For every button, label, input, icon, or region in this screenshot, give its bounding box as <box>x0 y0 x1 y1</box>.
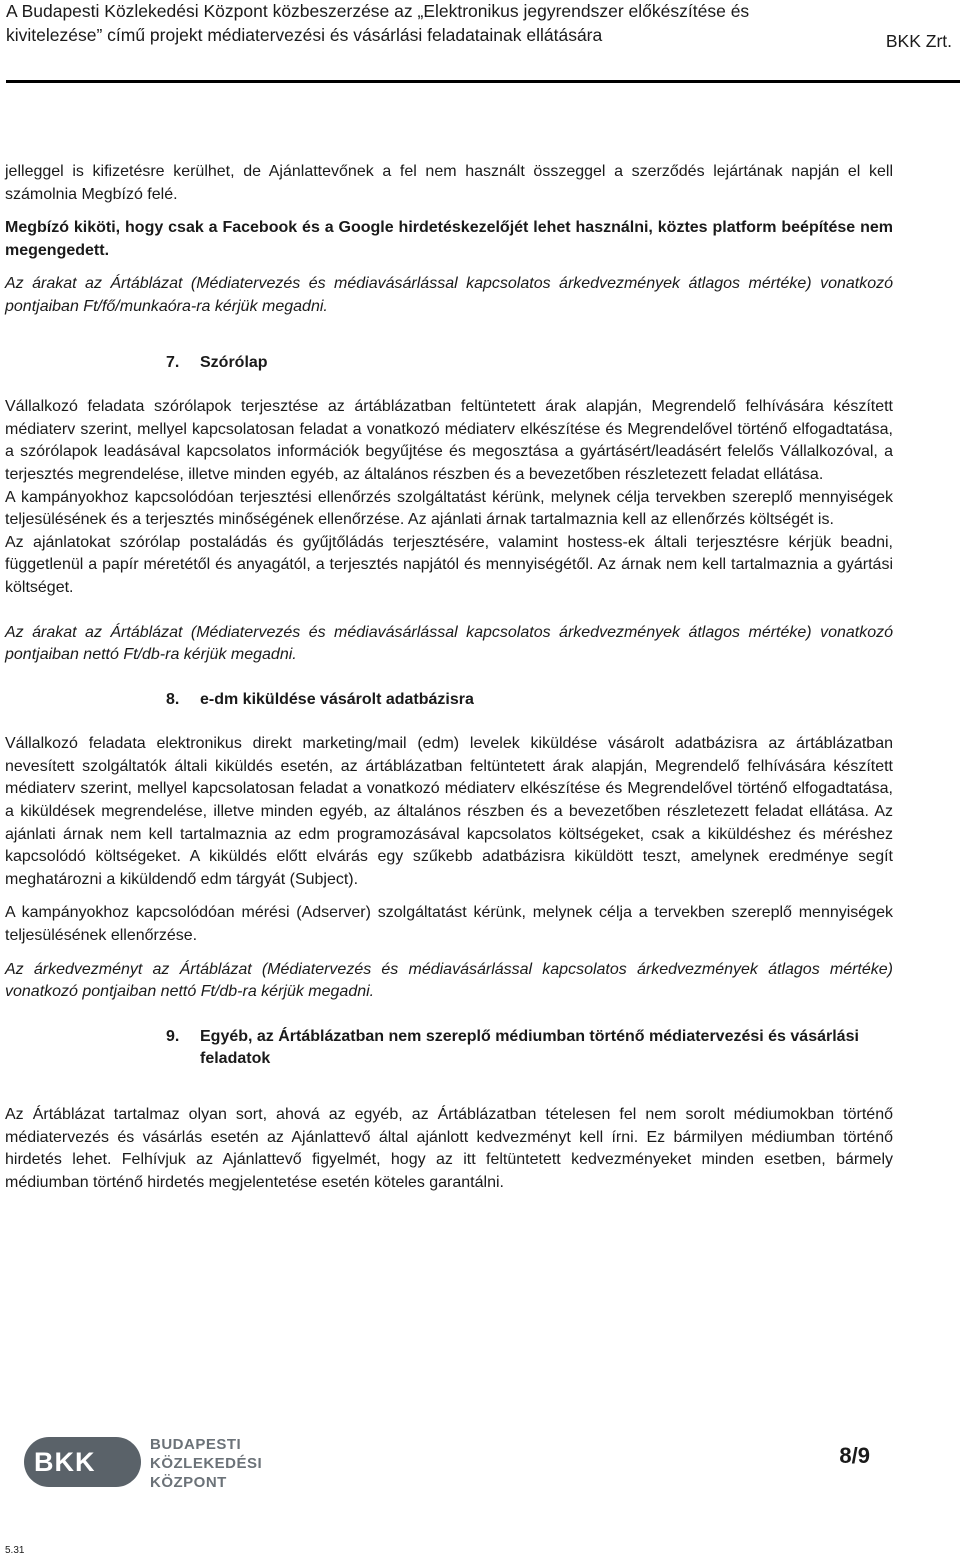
section-number: 9. <box>166 1027 180 1045</box>
section-title: Szórólap <box>200 353 268 371</box>
company-name: BKK Zrt. <box>885 31 952 51</box>
section7-paragraph-3: Az ajánlatokat szórólap postaládás és gyűjtőládás terjesztésére, valamint hostess-ek általi terjesztésre kérjük beadni, függetlenül a papír méretétől és anyagától, a terjesztés napjától és mennyiségétől. Az árnak nem kell tartalmaznia a gyártási költséget. <box>5 533 893 596</box>
section-title: e-dm kiküldése vásárolt adatbázisra <box>200 690 474 708</box>
section8-paragraph-2: A kampányokhoz kapcsolódóan mérési (Adserver) szolgáltatást kérünk, melynek célja a tervekben szereplő mennyiségek teljesülésének ellenőrzése. <box>5 904 893 945</box>
document-body <box>5 161 893 1194</box>
document-title: A Budapesti Közlekedési Központ közbeszerzése az „Elektronikus jegyrendszer előkészítése és kivitelezése” című projekt médiatervezési és vásárlási feladatainak ellátására <box>6 1 750 45</box>
section-heading-8 <box>166 689 896 712</box>
paragraph-facebook-google: Megbízó kiköti, hogy csak a Facebook és a Google hirdetéskezelőjét lehet használni, köztes platform beépítése nem megengedett. <box>5 219 893 259</box>
bkk-logo-text: BKK <box>34 1447 96 1477</box>
section-number: 8. <box>166 690 180 708</box>
section-heading-7 <box>166 352 896 375</box>
page-number: 8/9 <box>839 1443 870 1468</box>
section8-paragraph-1: Vállalkozó feladata elektronikus direkt marketing/mail (edm) levelek kiküldése vásárolt adatbázisra az ártáblázatban nevesített szolgáltatók általi kiküldés esetén, az ártáblázatban feltüntetett árak alapján, Megrendelő felhívására készített médiaterv szerint, mellyel kapcsolatosan feladat a vonatkozó médiaterv elkészítése és Megrendelővel történő elfogadtatása, a kiküldések megrendelése, illetve minden egyéb, az általános részben és a bevezetőben részletezett feladat ellátása. Az ajánlati árnak nem kell tartalmaznia az edm programozásával kapcsolatos költségeket, csak a kiküldéshez és méréshez kapcsolódó költségeket. A kiküldés előtt elvárás egy szűkebb adatbázisra kiküldött teszt, amelynek eredménye segít meghatározni a kiküldendő edm tárgyát (Subject). <box>5 735 893 888</box>
section7-paragraph-1: Vállalkozó feladata szórólapok terjesztése az ártáblázatban feltüntetett árak alapján, Megrendelő felhívására készített médiaterv szerint, mellyel kapcsolatosan feladat a vonatkozó médiaterv elkészítése és Megrendelővel történő elfogadtatása, a szórólapok leadásával kapcsolatos információk begyűjtése és megosztása a gyártásért/leadásért felelős Vállalkozóval, a terjesztés megrendelése, illetve minden egyéb, az általános részben és a bevezetőben részletezett feladat ellátása. <box>5 398 893 483</box>
paragraph-price-instruction: Az árakat az Ártáblázat (Médiatervezés és médiavásárlással kapcsolatos árkedvezmények átlagos mértéke) vonatkozó pontjaiban Ft/fő/munkaóra-ra kérjük megadni. <box>5 275 893 315</box>
section-heading-9 <box>166 1026 896 1071</box>
organization-name-line-1: BUDAPESTI <box>150 1436 242 1453</box>
page-header <box>6 0 956 80</box>
organization-name-line-2: KÖZLEKEDÉSI <box>150 1455 263 1472</box>
section-number: 7. <box>166 353 180 371</box>
header-divider <box>6 80 960 83</box>
bkk-logo-badge <box>24 1437 141 1487</box>
section-title: Egyéb, az Ártáblázatban nem szereplő médiumban történő médiatervezési és vásárlási feladatok <box>200 1027 859 1068</box>
section8-price-instruction: Az árkedvezményt az Ártáblázat (Médiatervezés és médiavásárlással kapcsolatos árkedvezmények átlagos mértéke) vonatkozó pontjaiban nettó Ft/db-ra kérjük megadni. <box>5 960 893 1001</box>
bkk-logo <box>24 1432 264 1494</box>
organization-name <box>150 1435 262 1492</box>
section9-paragraph-1: Az Ártáblázat tartalmaz olyan sort, ahová az egyéb, az Ártáblázatban tételesen fel nem sorolt médiumokban történő médiatervezés és vásárlás esetén az Ajánlattevő által ajánlott kedvezményt kell írni. Ez bármilyen médiumban történő hirdetés lehet. Felhívjuk az Ajánlattevő figyelmét, hogy az itt feltüntetett kedvezményeket minden esetben, bármely médiumban történő hirdetés megjelentetése esetén köteles garantálni. <box>5 1106 893 1191</box>
organization-name-line-3: KÖZPONT <box>150 1474 227 1491</box>
section7-price-instruction: Az árakat az Ártáblázat (Médiatervezés és médiavásárlással kapcsolatos árkedvezmények átlagos mértéke) vonatkozó pontjaiban nettó Ft/db-ra kérjük megadni. <box>5 623 893 664</box>
paragraph-continuation: jelleggel is kifizetésre kerülhet, de Ajánlattevőnek a fel nem használt összeggel a szerződés lejártának napján el kell számolnia Megbízó felé. <box>5 163 893 203</box>
document-version: 5.31 <box>5 1545 25 1556</box>
section7-paragraph-2: A kampányokhoz kapcsolódóan terjesztési ellenőrzés szolgáltatást kérünk, melynek célja tervekben szereplő mennyiségek teljesülésének és a terjesztés minőségének ellenőrzése. Az ajánlati árnak tartalmaznia kell az ellenőrzés költségét is. <box>5 488 893 529</box>
